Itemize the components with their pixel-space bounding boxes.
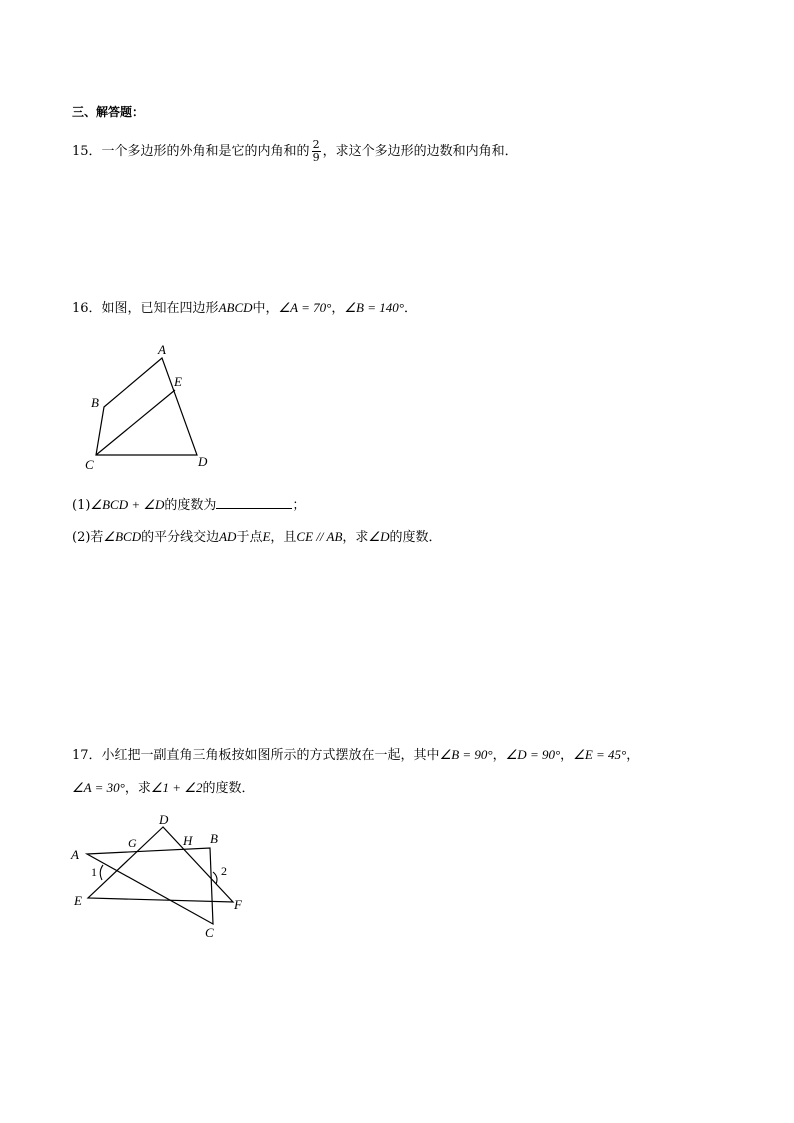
question-16: [72, 299, 417, 318]
q16-answer-blank: [216, 496, 292, 509]
q16-part2-angle: ∠BCD: [103, 529, 142, 544]
q16-label-b: B: [91, 395, 99, 410]
question-17-line1: [72, 746, 639, 765]
q16-end: ．: [403, 301, 417, 316]
q17-label-f: F: [234, 897, 242, 912]
q17-sep2: ，: [560, 748, 574, 763]
q16-quadrilateral: [96, 358, 197, 455]
q17-label-2: 2: [221, 864, 227, 878]
q17-number: 17．: [72, 748, 102, 763]
q17-sep1: ，: [492, 748, 506, 763]
q16-number: 16．: [72, 301, 102, 316]
q16-part2-text-e: 的度数．: [389, 530, 442, 545]
q17-angle-e: ∠E = 45°: [573, 747, 627, 762]
q17-triangle-abc: [87, 848, 213, 924]
q16-part1-text: 的度数为: [164, 498, 217, 513]
q16-figure: [80, 340, 220, 475]
q17-label-b: B: [210, 831, 218, 846]
q15-frac-denominator: 9: [312, 151, 320, 164]
q17-label-e: E: [74, 893, 82, 908]
q15-text-before: 一个多边形的外角和是它的内角和的: [101, 144, 310, 159]
section-title: 三、解答题：: [72, 105, 145, 119]
q16-part2-text-c: ，且: [270, 530, 297, 545]
q17-line2-text-b: 的度数．: [202, 781, 255, 796]
q17-label-d: D: [159, 812, 169, 827]
q16-angle-a: ∠A = 70°: [278, 300, 332, 315]
q16-part1-end: ；: [292, 498, 306, 513]
q17-label-a: A: [71, 847, 79, 862]
q17-sep3: ，: [626, 748, 640, 763]
q16-part2-prefix: (2)若: [72, 530, 104, 545]
q16-label-d: D: [198, 454, 208, 469]
q16-text-a: 如图，已知在四边形: [101, 301, 219, 316]
q16-part2-ad: AD: [219, 529, 237, 544]
question-15: [72, 139, 518, 164]
q17-figure: [66, 810, 256, 945]
q17-sum-expr: ∠1 + ∠2: [150, 780, 203, 795]
q16-label-a: A: [158, 342, 166, 357]
q15-text-after: ，求这个多边形的边数和内角和．: [322, 144, 518, 159]
q17-angle-a: ∠A = 30°: [72, 780, 125, 795]
q17-label-g: G: [128, 836, 137, 850]
q16-part2-text-d: ，求: [342, 530, 369, 545]
q17-line1-text: 小红把一副直角三角板按如图所示的方式摆放在一起，其中: [101, 748, 440, 763]
q16-part2-text-b: 于点: [236, 530, 263, 545]
q17-label-h: H: [183, 833, 193, 848]
q17-angle-b: ∠B = 90°: [439, 747, 493, 762]
q16-part1-prefix: (1): [72, 498, 91, 513]
q16-label-e: E: [174, 374, 182, 389]
question-17-line2: [72, 779, 254, 798]
q16-part1-expr: ∠BCD + ∠D: [90, 497, 165, 512]
q15-fraction: [312, 139, 321, 164]
q17-angle-1-arc: [100, 865, 103, 880]
q16-label-c: C: [85, 457, 94, 472]
q17-line2-text-a: ，求: [124, 781, 151, 796]
q16-part2-e: E: [262, 529, 271, 544]
q15-number: 15．: [72, 144, 102, 159]
q16-sep: ，: [331, 301, 345, 316]
q17-label-c: C: [205, 925, 214, 940]
q16-part2: [72, 528, 441, 547]
q15-frac-numerator: 2: [312, 138, 320, 151]
q16-segment-ce: [96, 390, 175, 455]
q16-part2-d: ∠D: [368, 529, 390, 544]
q16-part2-parallel: CE // AB: [296, 529, 343, 544]
q16-angle-b: ∠B = 140°: [344, 300, 404, 315]
q17-angle-d: ∠D = 90°: [505, 747, 561, 762]
q17-label-1: 1: [91, 865, 97, 879]
q16-part1: [72, 496, 305, 515]
q16-part2-text-a: 的平分线交边: [141, 530, 220, 545]
q16-text-b: 中，: [252, 301, 279, 316]
q16-quad: ABCD: [218, 300, 253, 315]
